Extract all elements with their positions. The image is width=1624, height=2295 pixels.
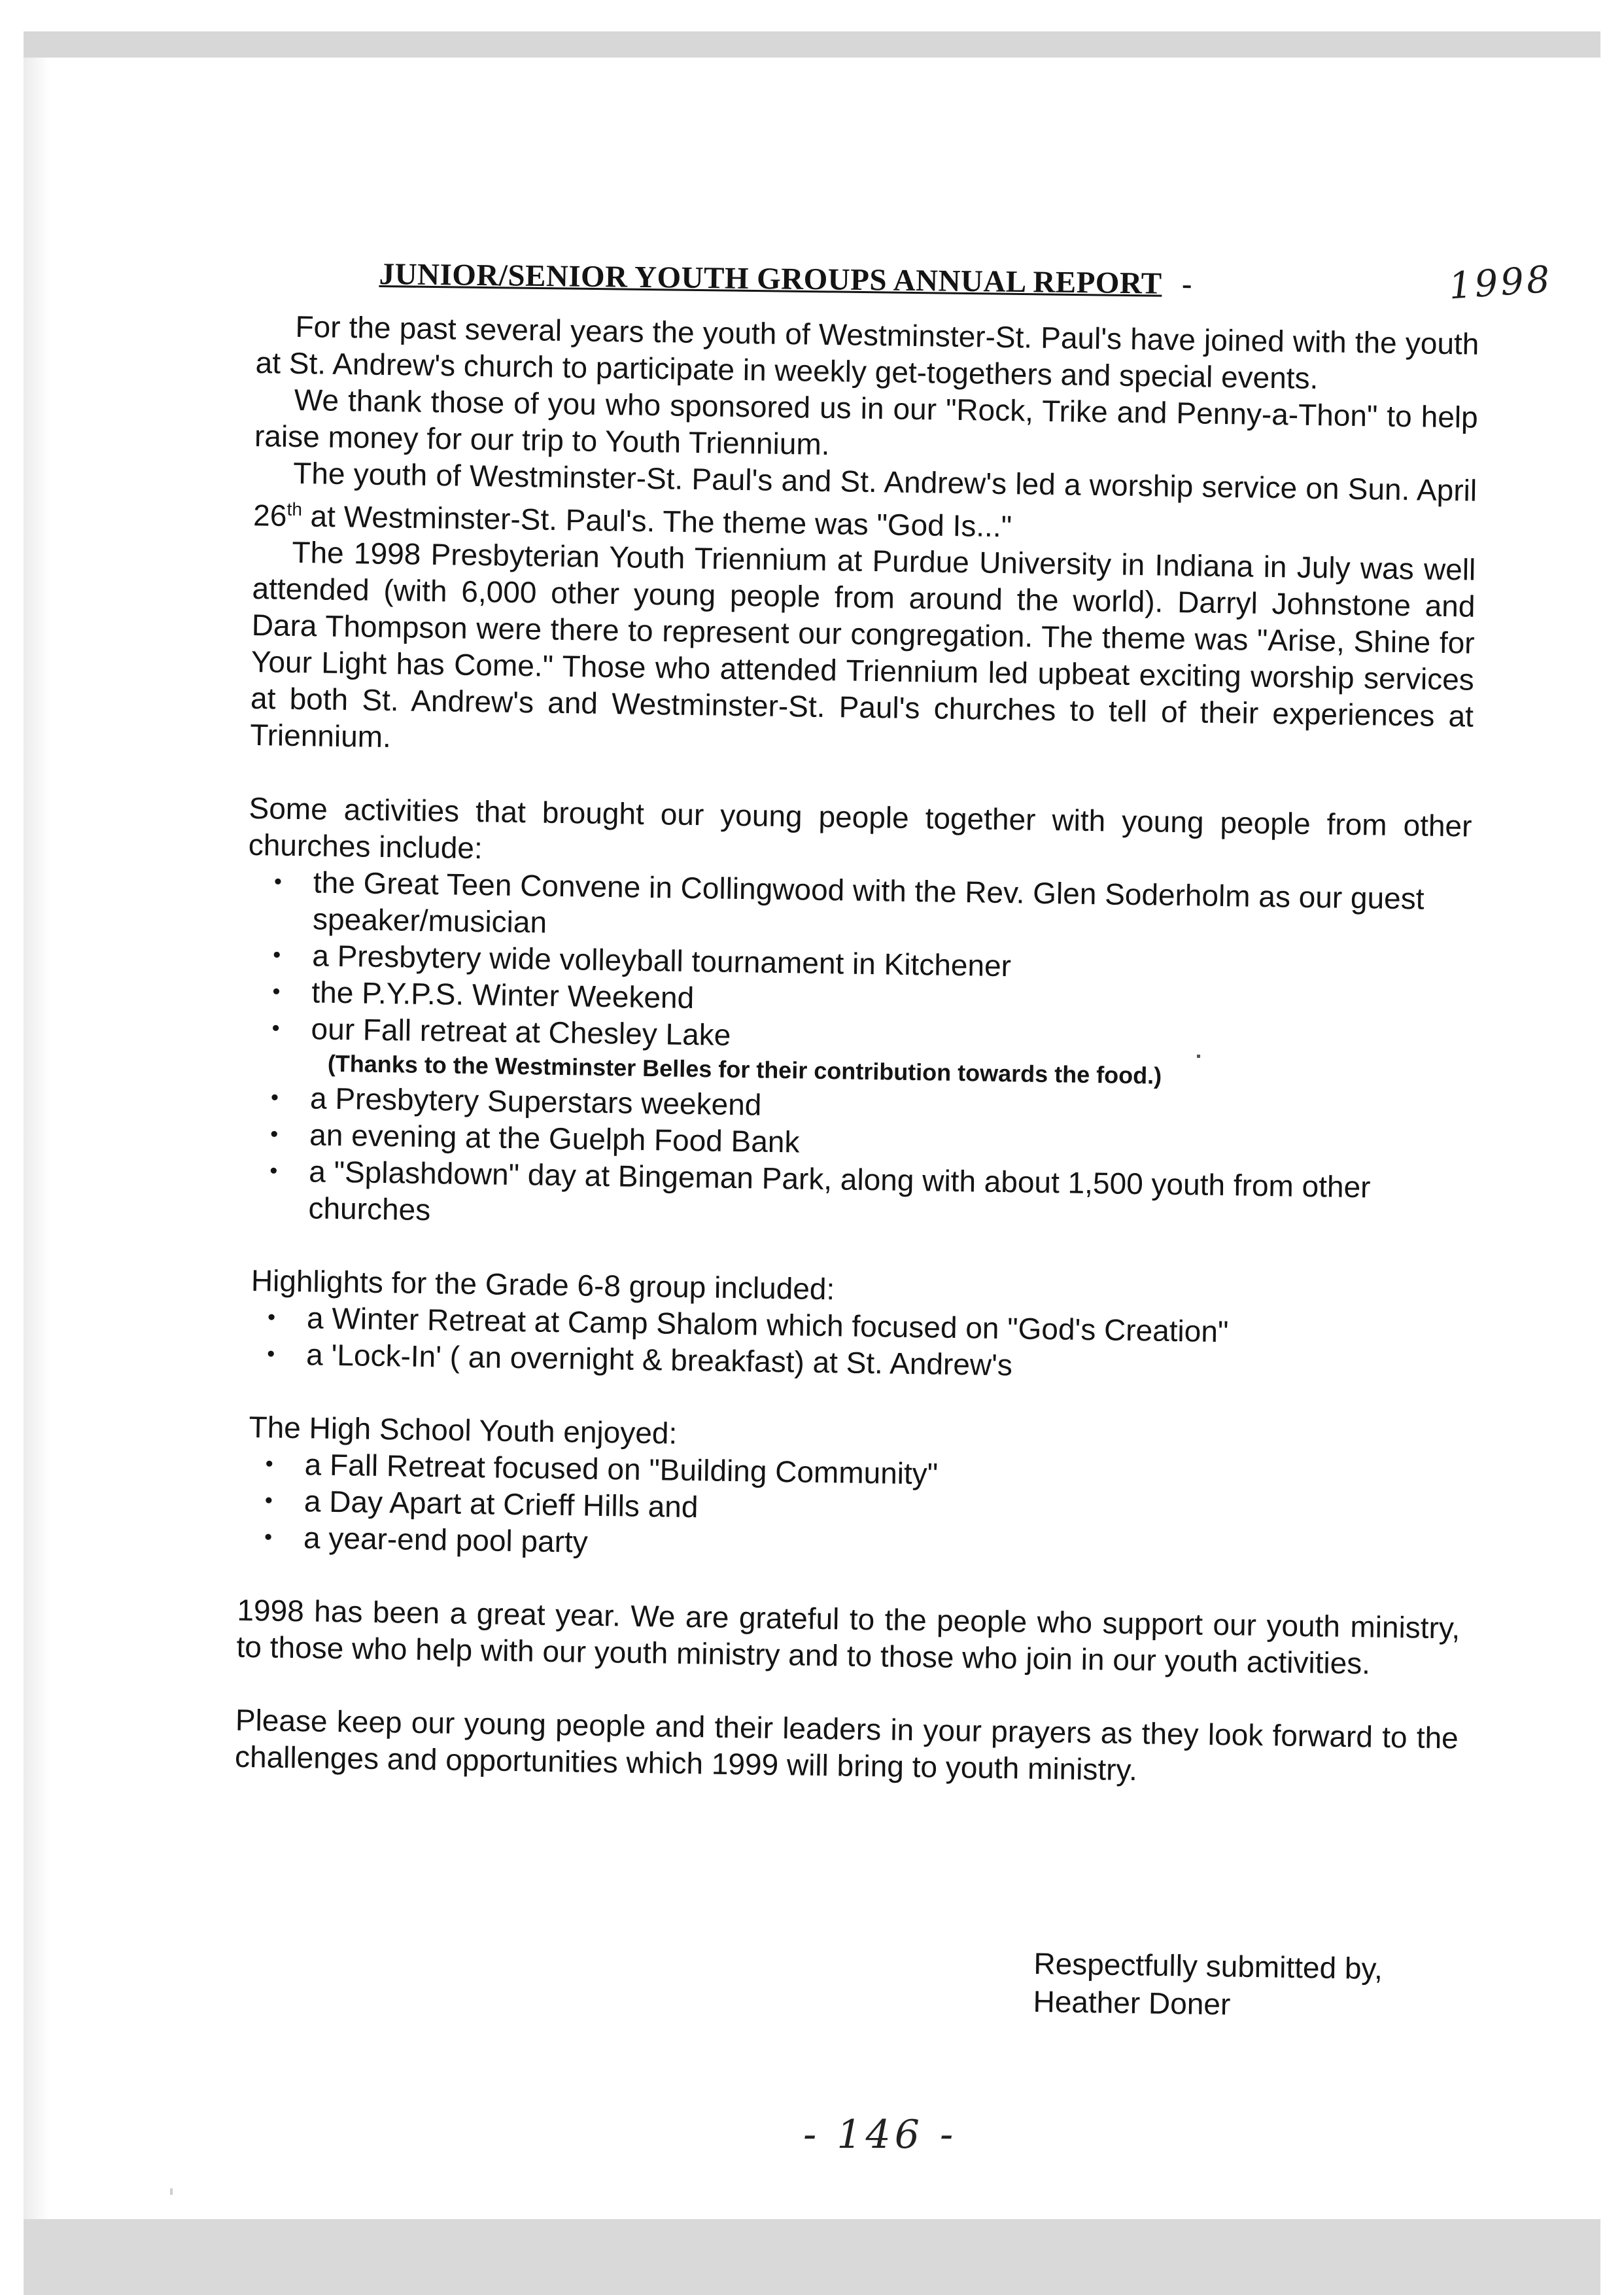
report-body xyxy=(235,307,1479,1793)
list-item: • the P.Y.P.S. Winter Weekend xyxy=(246,973,1470,1028)
sponsor-paragraph: We thank those of you who sponsored us in our "Rock, Trike and Penny-a-Thon" to help raise money for our trip to Youth Triennium. xyxy=(254,382,1479,462)
intro-paragraph: For the past several years the youth of Westminster-St. Paul's have joined with the youth at St. Andrew's church to participate in weekly get-togethers and special events. xyxy=(255,309,1479,396)
signer-name: Heather Doner xyxy=(1033,1984,1231,2022)
bullet-icon: • xyxy=(273,869,283,894)
ordinal-superscript: th xyxy=(286,499,303,520)
prayer-paragraph: Please keep our young people and their leaders in your prayers as they look forward to the challenges and opportunities which 1999 will bring to youth ministry. xyxy=(234,1703,1459,1787)
bullet-icon: • xyxy=(264,1524,273,1550)
list-item: • a "Splashdown" day at Bingeman Park, along with about 1,500 youth from other churches xyxy=(243,1152,1466,1244)
bullet-icon: • xyxy=(270,1085,279,1110)
closing-paragraph: 1998 has been a great year. We are grateful to the people who support our youth ministry, to those who help with our youth ministry and to those who join in our youth activities. xyxy=(236,1593,1460,1681)
worship-text-start: The youth of Westminster-St. Paul's and St. Andrew's led a worship service on Sun. April 26 xyxy=(252,455,1477,533)
activities-list-continued xyxy=(243,1079,1468,1244)
scan-bottom-border xyxy=(24,2219,1600,2295)
list-item: • our Fall retreat at Chesley Lake xyxy=(245,1009,1469,1064)
list-item: • an evening at the Guelph Food Bank xyxy=(244,1115,1468,1170)
bullet-icon: • xyxy=(269,1158,278,1183)
list-item: • a Presbytery wide volleyball tournament in Kitchener xyxy=(247,936,1470,991)
activities-list xyxy=(245,863,1471,1064)
handwritten-year: 1998 xyxy=(1447,258,1554,308)
bullet-icon: • xyxy=(267,1305,276,1330)
list-item: • the Great Teen Convene in Collingwood with the Rev. Glen Soderholm as our guest speaker/musician xyxy=(247,863,1471,955)
signature-line: Respectfully submitted by, xyxy=(1033,1946,1383,1986)
scan-speck xyxy=(1197,1055,1200,1058)
list-item: • a Presbytery Superstars weekend xyxy=(245,1079,1468,1134)
title-dash: - xyxy=(1181,266,1192,301)
triennium-paragraph: The 1998 Presbyterian Youth Triennium at Purdue University in Indiana in July was well attended (with 6,000 other young people from around the world). Darryl Johnstone and Dara Thompson were there to represent our congregation. The theme was "Arise, Shine for Your Light has Come." Those who attended Triennium led upbeat exciting worship services at both St. Andrew's and Westminster-St. Paul's churches to tell of their experiences at Triennium. xyxy=(249,535,1476,754)
list-item: • a Fall Retreat focused on "Building Community" xyxy=(239,1445,1462,1500)
report-title: JUNIOR/SENIOR YOUTH GROUPS ANNUAL REPORT xyxy=(379,256,1162,301)
list-item: • a Day Apart at Crieff Hills and xyxy=(239,1482,1462,1537)
bullet-icon: • xyxy=(273,942,281,968)
high-school-list xyxy=(238,1445,1462,1573)
bullet-icon: • xyxy=(264,1488,273,1513)
high-school-intro: The High School Youth enjoyed: xyxy=(249,1410,678,1451)
worship-text-end: at Westminster-St. Paul's. The theme was "God Is..." xyxy=(302,499,1012,544)
bullet-icon: • xyxy=(269,1121,279,1147)
activities-intro: Some activities that brought our young people together with young people from other churches include: xyxy=(248,791,1472,866)
list-item: • a year-end pool party xyxy=(238,1518,1462,1573)
bullet-icon: • xyxy=(265,1451,273,1477)
scan-speck xyxy=(170,2188,173,2195)
page-number: - 146 - xyxy=(803,2112,958,2158)
bullet-icon: • xyxy=(272,979,281,1004)
list-item: • a Winter Retreat at Camp Shalom which focused on "God's Creation" xyxy=(241,1299,1465,1354)
bullet-icon: • xyxy=(271,1015,280,1041)
signature-block xyxy=(1033,1944,1383,2025)
grade-group-intro: Highlights for the Grade 6-8 group included: xyxy=(251,1263,835,1306)
list-item: • a 'Lock-In' ( an overnight & breakfast) at St. Andrew's xyxy=(241,1335,1464,1390)
bullet-icon: • xyxy=(266,1341,275,1367)
thanks-note: (Thanks to the Westminster Belles for their contribution towards the food.) xyxy=(327,1050,1162,1089)
